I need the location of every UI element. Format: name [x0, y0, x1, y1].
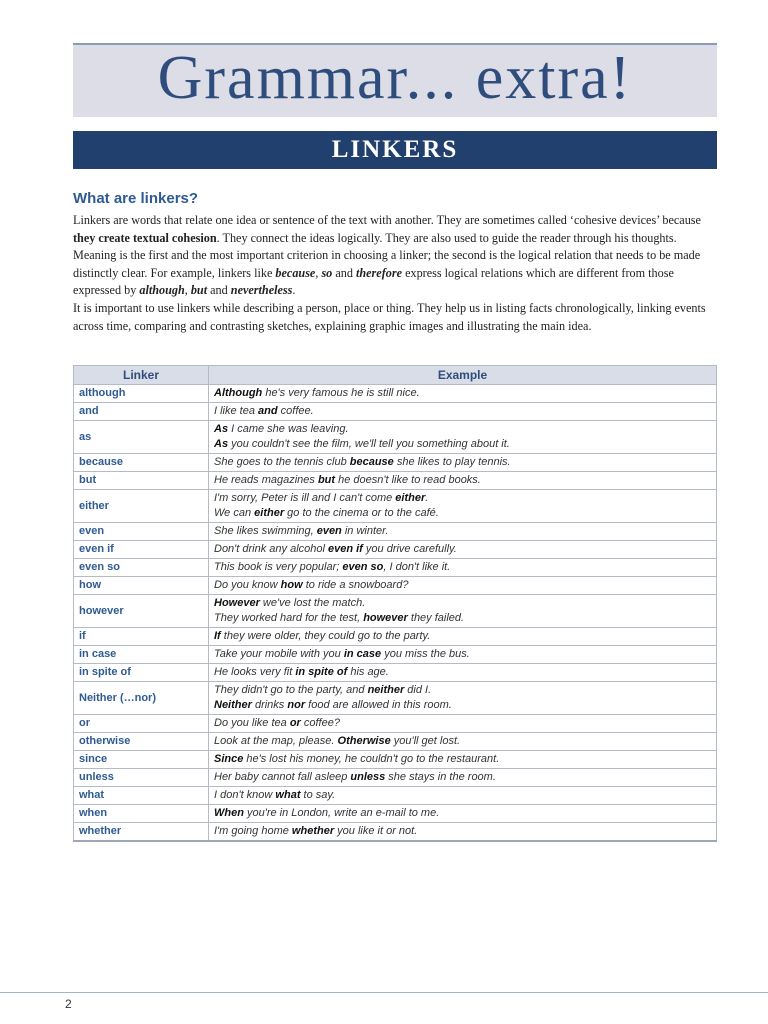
intro-paragraph-2: It is important to use linkers while describing a person, place or thing. They help us in listing facts chronologically, linking events across time, comparing and contrasting sketches, explaining graphic images and illustrating the main idea.	[73, 300, 706, 333]
table-row	[74, 385, 717, 403]
linker-cell: if	[74, 628, 209, 646]
example-cell: Since he's lost his money, he couldn't go to the restaurant.	[209, 751, 717, 769]
linker-cell: even	[74, 523, 209, 541]
intro-heading: What are linkers?	[73, 190, 199, 207]
table-row	[74, 523, 717, 541]
table-row	[74, 805, 717, 823]
example-cell: If they were older, they could go to the party.	[209, 628, 717, 646]
example-cell: I'm going home whether you like it or not.	[209, 823, 717, 842]
table-row	[74, 559, 717, 577]
intro-paragraph-1: Linkers are words that relate one idea or sentence of the text with another. They are sometimes called ‘cohesive devices’ because they create textual cohesion. They connect the ideas logically. They are also used to guide the reader through his thoughts. Meaning is the first and the most important criterion in choosing a linker; the second is the logical relation that needs to be made distinctly clear. For example, linkers like because, so and therefore express logical relations which are different from those expressed by although, but and nevertheless.	[73, 213, 701, 298]
table-row	[74, 646, 717, 664]
example-cell: Although he's very famous he is still nice.	[209, 385, 717, 403]
linker-cell: in case	[74, 646, 209, 664]
table-row	[74, 823, 717, 842]
example-cell: He reads magazines but he doesn't like to read books.	[209, 472, 717, 490]
table-row	[74, 769, 717, 787]
table-row	[74, 628, 717, 646]
table-row	[74, 454, 717, 472]
example-cell: He looks very fit in spite of his age.	[209, 664, 717, 682]
linker-cell: how	[74, 577, 209, 595]
example-cell: Don't drink any alcohol even if you drive carefully.	[209, 541, 717, 559]
table-row	[74, 751, 717, 769]
linker-cell: Neither (…nor)	[74, 682, 209, 715]
linker-cell: unless	[74, 769, 209, 787]
footer-rule	[0, 992, 768, 993]
section-banner	[73, 131, 717, 169]
linker-cell: whether	[74, 823, 209, 842]
linker-cell: either	[74, 490, 209, 523]
linker-cell: what	[74, 787, 209, 805]
section-title: LINKERS	[331, 136, 459, 163]
table-row	[74, 787, 717, 805]
linker-cell: although	[74, 385, 209, 403]
table-row	[74, 715, 717, 733]
table-row	[74, 403, 717, 421]
table-row	[74, 541, 717, 559]
linkers-table	[73, 365, 717, 842]
example-cell: Do you like tea or coffee?	[209, 715, 717, 733]
example-cell: I'm sorry, Peter is ill and I can't come either. We can either go to the cinema or to the café.	[209, 490, 717, 523]
linker-cell: since	[74, 751, 209, 769]
linker-cell: and	[74, 403, 209, 421]
header-example: Example	[209, 366, 717, 385]
example-cell: I don't know what to say.	[209, 787, 717, 805]
table-row	[74, 595, 717, 628]
table-row	[74, 682, 717, 715]
linker-cell: however	[74, 595, 209, 628]
example-cell: Take your mobile with you in case you miss the bus.	[209, 646, 717, 664]
linker-cell: even if	[74, 541, 209, 559]
linker-cell: but	[74, 472, 209, 490]
linker-cell: as	[74, 421, 209, 454]
table-row	[74, 577, 717, 595]
table-header-row	[74, 366, 717, 385]
example-cell: However we've lost the match. They worked hard for the test, however they failed.	[209, 595, 717, 628]
table-row	[74, 421, 717, 454]
example-cell: She likes swimming, even in winter.	[209, 523, 717, 541]
page-number: 2	[65, 997, 72, 1011]
linker-cell: or	[74, 715, 209, 733]
page-title: Grammar... extra!	[157, 44, 633, 112]
example-cell: Look at the map, please. Otherwise you'll get lost.	[209, 733, 717, 751]
example-cell: I like tea and coffee.	[209, 403, 717, 421]
table-row	[74, 490, 717, 523]
example-cell: Do you know how to ride a snowboard?	[209, 577, 717, 595]
example-cell: When you're in London, write an e-mail to me.	[209, 805, 717, 823]
linker-cell: in spite of	[74, 664, 209, 682]
table-row	[74, 664, 717, 682]
linker-cell: even so	[74, 559, 209, 577]
example-cell: She goes to the tennis club because she likes to play tennis.	[209, 454, 717, 472]
intro-text	[73, 212, 723, 335]
example-cell: As I came she was leaving. As you couldn't see the film, we'll tell you something about it.	[209, 421, 717, 454]
linker-cell: when	[74, 805, 209, 823]
table-row	[74, 733, 717, 751]
title-banner	[73, 43, 717, 117]
example-cell: They didn't go to the party, and neither did I. Neither drinks nor food are allowed in this room.	[209, 682, 717, 715]
table-row	[74, 472, 717, 490]
example-cell: Her baby cannot fall asleep unless she stays in the room.	[209, 769, 717, 787]
example-cell: This book is very popular; even so, I don't like it.	[209, 559, 717, 577]
header-linker: Linker	[74, 366, 209, 385]
linker-cell: otherwise	[74, 733, 209, 751]
linker-cell: because	[74, 454, 209, 472]
